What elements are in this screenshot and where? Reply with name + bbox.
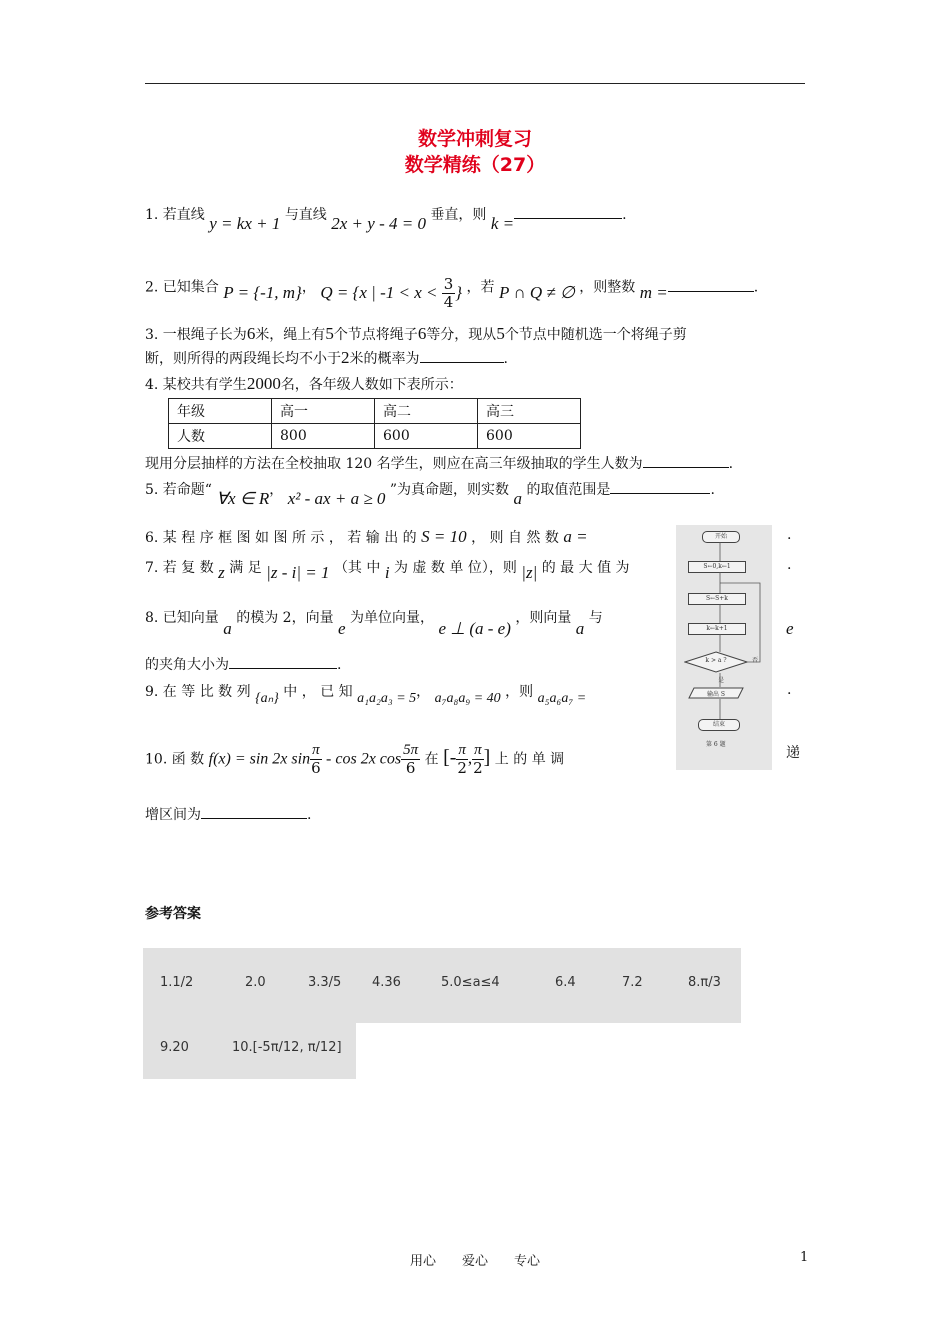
answer-blank[interactable] xyxy=(201,804,307,819)
question-7: 7. 若 复 数 z 满 足 |z - i| = 1 （其 中 i 为 虚 数 单 位），则 |z| 的 最 大 值 为 xyxy=(145,560,630,582)
question-8-line2: 的夹角大小为 . xyxy=(145,654,341,675)
question-6: 6. 某 程 序 框 图 如 图 所 示 ， 若 输 出 的 S = 10 ， 则 自 然 数 a = xyxy=(145,527,588,546)
flow-connectors xyxy=(676,525,772,770)
fraction: $\frac{5\pi}{6}$ xyxy=(403,742,419,777)
fraction: $\frac{\pi}{2}$ xyxy=(457,742,467,777)
fraction: $\frac{3}{4}$ xyxy=(443,275,454,311)
fraction: $\frac{\pi}{6}$ xyxy=(311,742,321,777)
page-number: 1 xyxy=(800,1250,809,1265)
answer-blank[interactable] xyxy=(610,479,710,494)
flow-step2: k←k+1 xyxy=(688,623,746,635)
grade-table xyxy=(168,398,581,449)
question-9: 9. 在 等 比 数 列 {aₙ} 中 ， 已 知 a₁a₂a₃ = 5， a₇a₈a₉ = 40 ，则 a₅a₆a₇ = xyxy=(145,684,587,706)
fraction: $\frac{\pi}{2}$ xyxy=(473,742,483,777)
question-3-line2: 断，则所得的两段绳长均不小于2米的概率为 . xyxy=(145,348,508,367)
flow-init: S←0,k←1 xyxy=(688,561,746,573)
question-10-line2: 增区间为 . xyxy=(145,804,311,825)
answer-blank[interactable] xyxy=(514,204,622,219)
question-10: 10. 函 数 f(x) = sin 2x sin $\frac{\pi}{6}$ - cos 2x cos $\frac{5\pi}{6}$ 在 [- $\frac{\pi}{2}$ , $\frac{\pi}{2}$ ] 上 的 单 调 xyxy=(145,742,565,777)
question-8: 8. 已知向量 a 的模为 2，向量 e 为单位向量， e ⊥ (a - e) ，则向量 a 与 xyxy=(145,610,603,638)
flowchart-image: 开始 S←0,k←1 S←S+k k←k+1 k > a ? 否 是 输出 S 结束 第 6 题 xyxy=(676,525,772,770)
answer-blank[interactable] xyxy=(668,277,754,292)
question-5: 5. 若命题“ ∀x ∈ R， x² - ax + a ≥ 0 ”为真命题，则实数 a 的取值范围是 . xyxy=(145,479,715,500)
flow-step1: S←S+k xyxy=(688,593,746,605)
answer-blank[interactable] xyxy=(420,348,504,363)
question-2: 2. 已知集合 P = {-1, m}， Q = {x | -1 < x < $\frac{3}{4}$ } ，若 P ∩ Q ≠ ∅ ，则整数 m = . xyxy=(145,275,759,311)
flow-start: 开始 xyxy=(702,531,740,543)
header-rule xyxy=(145,83,805,84)
flow-end: 结束 xyxy=(698,719,740,731)
doc-subtitle: 数学精练（27） xyxy=(404,154,546,176)
table-row: 年级 高一 高二 高三 xyxy=(169,399,581,424)
question-1: 1. 若直线 y = kx + 1 与直线 2x + y - 4 = 0 垂直，则 k = . xyxy=(145,204,627,225)
page-footer: 用心 爱心 专心 xyxy=(409,1254,540,1269)
question-3: 3. 一根绳子长为6米，绳上有5个节点将绳子6等分，现从5个节点中随机选一个将绳子剪 xyxy=(145,324,687,343)
answer-blank[interactable] xyxy=(643,453,729,468)
answers-heading: 参考答案 xyxy=(145,906,201,922)
doc-title: 数学冲刺复习 xyxy=(417,128,532,150)
table-row: 人数 800 600 600 xyxy=(169,424,581,449)
question-4: 4. 某校共有学生2000名，各年级人数如下表所示： xyxy=(145,374,463,393)
flow-output: 输出 S xyxy=(688,687,744,699)
flow-decision: k > a ? xyxy=(684,651,748,673)
question-4-line2: 现用分层抽样的方法在全校抽取 120 名学生，则应在高三年级抽取的学生人数为 . xyxy=(145,453,733,474)
answer-blank[interactable] xyxy=(229,654,337,669)
